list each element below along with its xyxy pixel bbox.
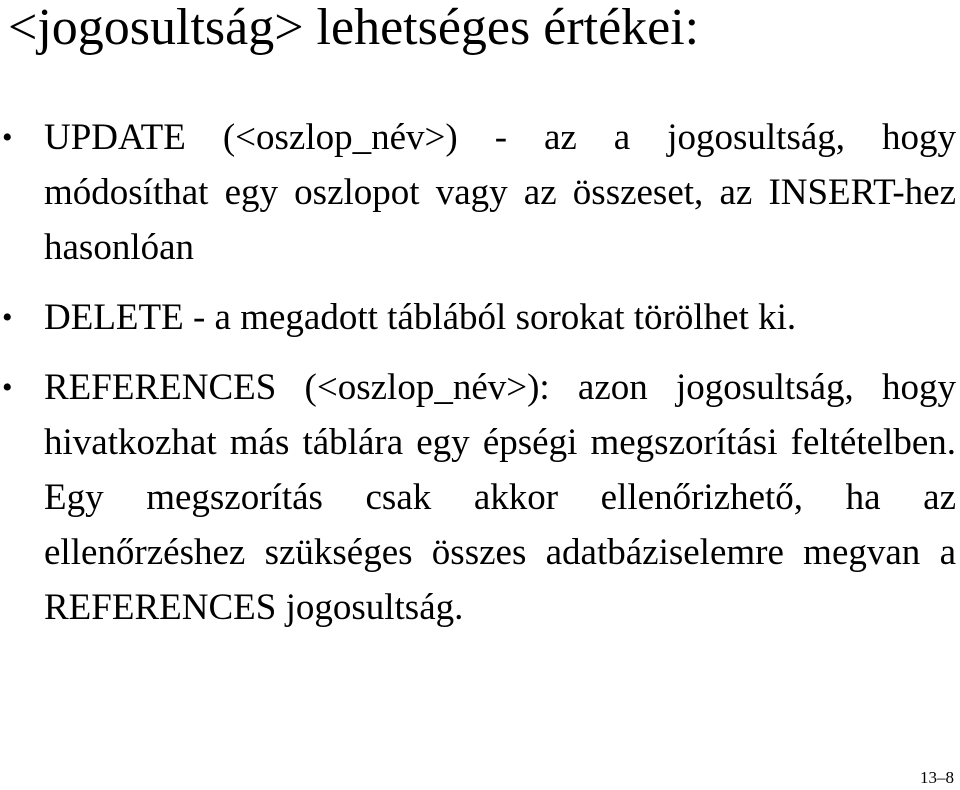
bullet-icon: •	[2, 121, 13, 154]
bullet-item-delete	[0, 290, 960, 345]
slide-title: <jogosultság> lehetséges értékei:	[8, 0, 700, 56]
page-number: 13–8	[920, 768, 954, 787]
bullet-icon: •	[2, 371, 13, 404]
bullet-item-references	[0, 360, 960, 635]
bullet-icon: •	[2, 301, 13, 334]
bullet-list	[0, 110, 960, 635]
bullet-text: REFERENCES (<oszlop_név>): azon jogosultság, hogy hivatkozhat más táblára egy épségi megszorítási feltételben. Egy megszorítás csak akkor ellenőrizhető, ha az ellenőrzéshez szükséges összes adatbáziselemre megvan a REFERENCES jogosultság.	[44, 367, 956, 628]
bullet-text: DELETE - a megadott táblából sorokat törölhet ki.	[44, 297, 797, 338]
bullet-item-update	[0, 110, 960, 275]
bullet-text: UPDATE (<oszlop_név>) - az a jogosultság, hogy módosíthat egy oszlopot vagy az összeset, az INSERT-hez hasonlóan	[44, 117, 956, 268]
